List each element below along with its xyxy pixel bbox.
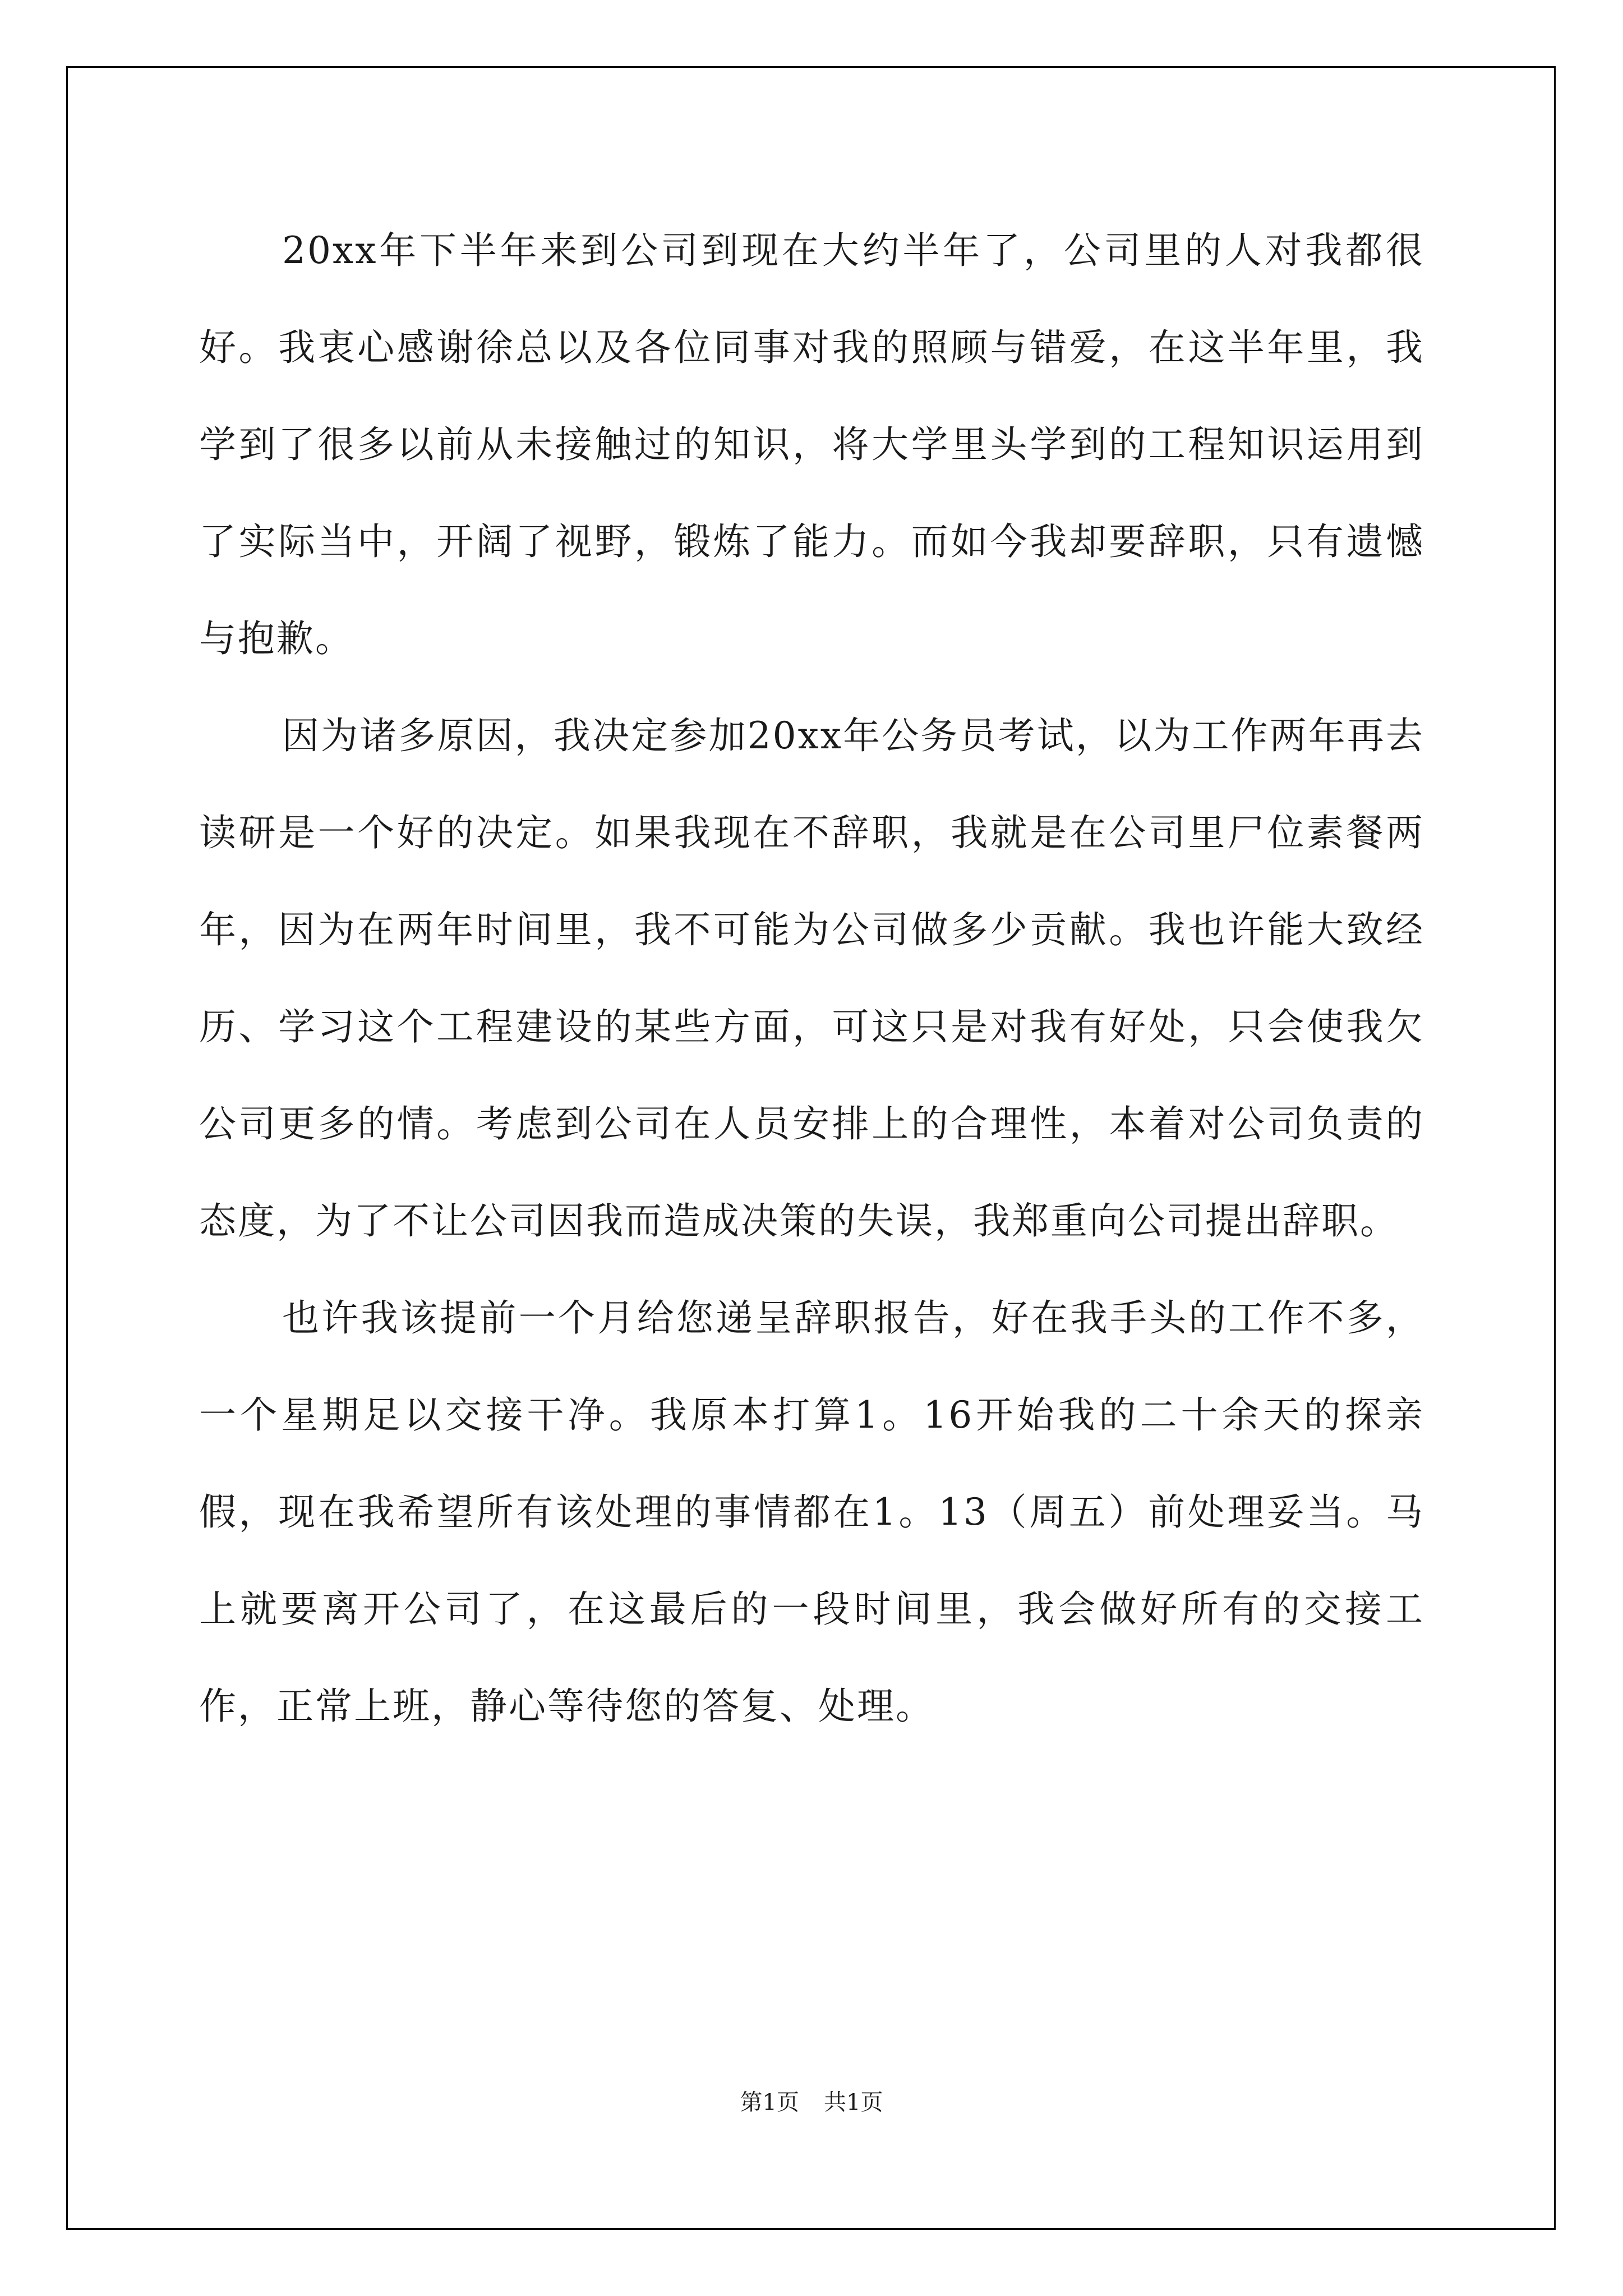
paragraph-3: 也许我该提前一个月给您递呈辞职报告，好在我手头的工作不多，一个星期足以交接干净。我原本打算1。16开始我的二十余天的探亲假，现在我希望所有该处理的事情都在1。13（周五）前处理妥当。马上就要离开公司了，在这最后的一段时间里，我会做好所有的交接工作，正常上班，静心等待您的答复、处理。 [199, 1296, 1424, 1728]
page-footer [0, 2086, 1623, 2119]
document-body [199, 202, 1424, 1755]
page-number: 第1页 [740, 2090, 799, 2115]
page-total: 共1页 [824, 2090, 883, 2115]
paragraph-1: 20xx年下半年来到公司到现在大约半年了，公司里的人对我都很好。我衷心感谢徐总以及各位同事对我的照顾与错爱，在这半年里，我学到了很多以前从未接触过的知识，将大学里头学到的工程知识运用到了实际当中，开阔了视野，锻炼了能力。而如今我却要辞职，只有遗憾与抱歉。 [199, 229, 1424, 660]
paragraph-2: 因为诸多原因，我决定参加20xx年公务员考试，以为工作两年再去读研是一个好的决定。如果我现在不辞职，我就是在公司里尸位素餐两年，因为在两年时间里，我不可能为公司做多少贡献。我也许能大致经历、学习这个工程建设的某些方面，可这只是对我有好处，只会使我欠公司更多的情。考虑到公司在人员安排上的合理性，本着对公司负责的态度，为了不让公司因我而造成决策的失误，我郑重向公司提出辞职。 [199, 714, 1424, 1243]
